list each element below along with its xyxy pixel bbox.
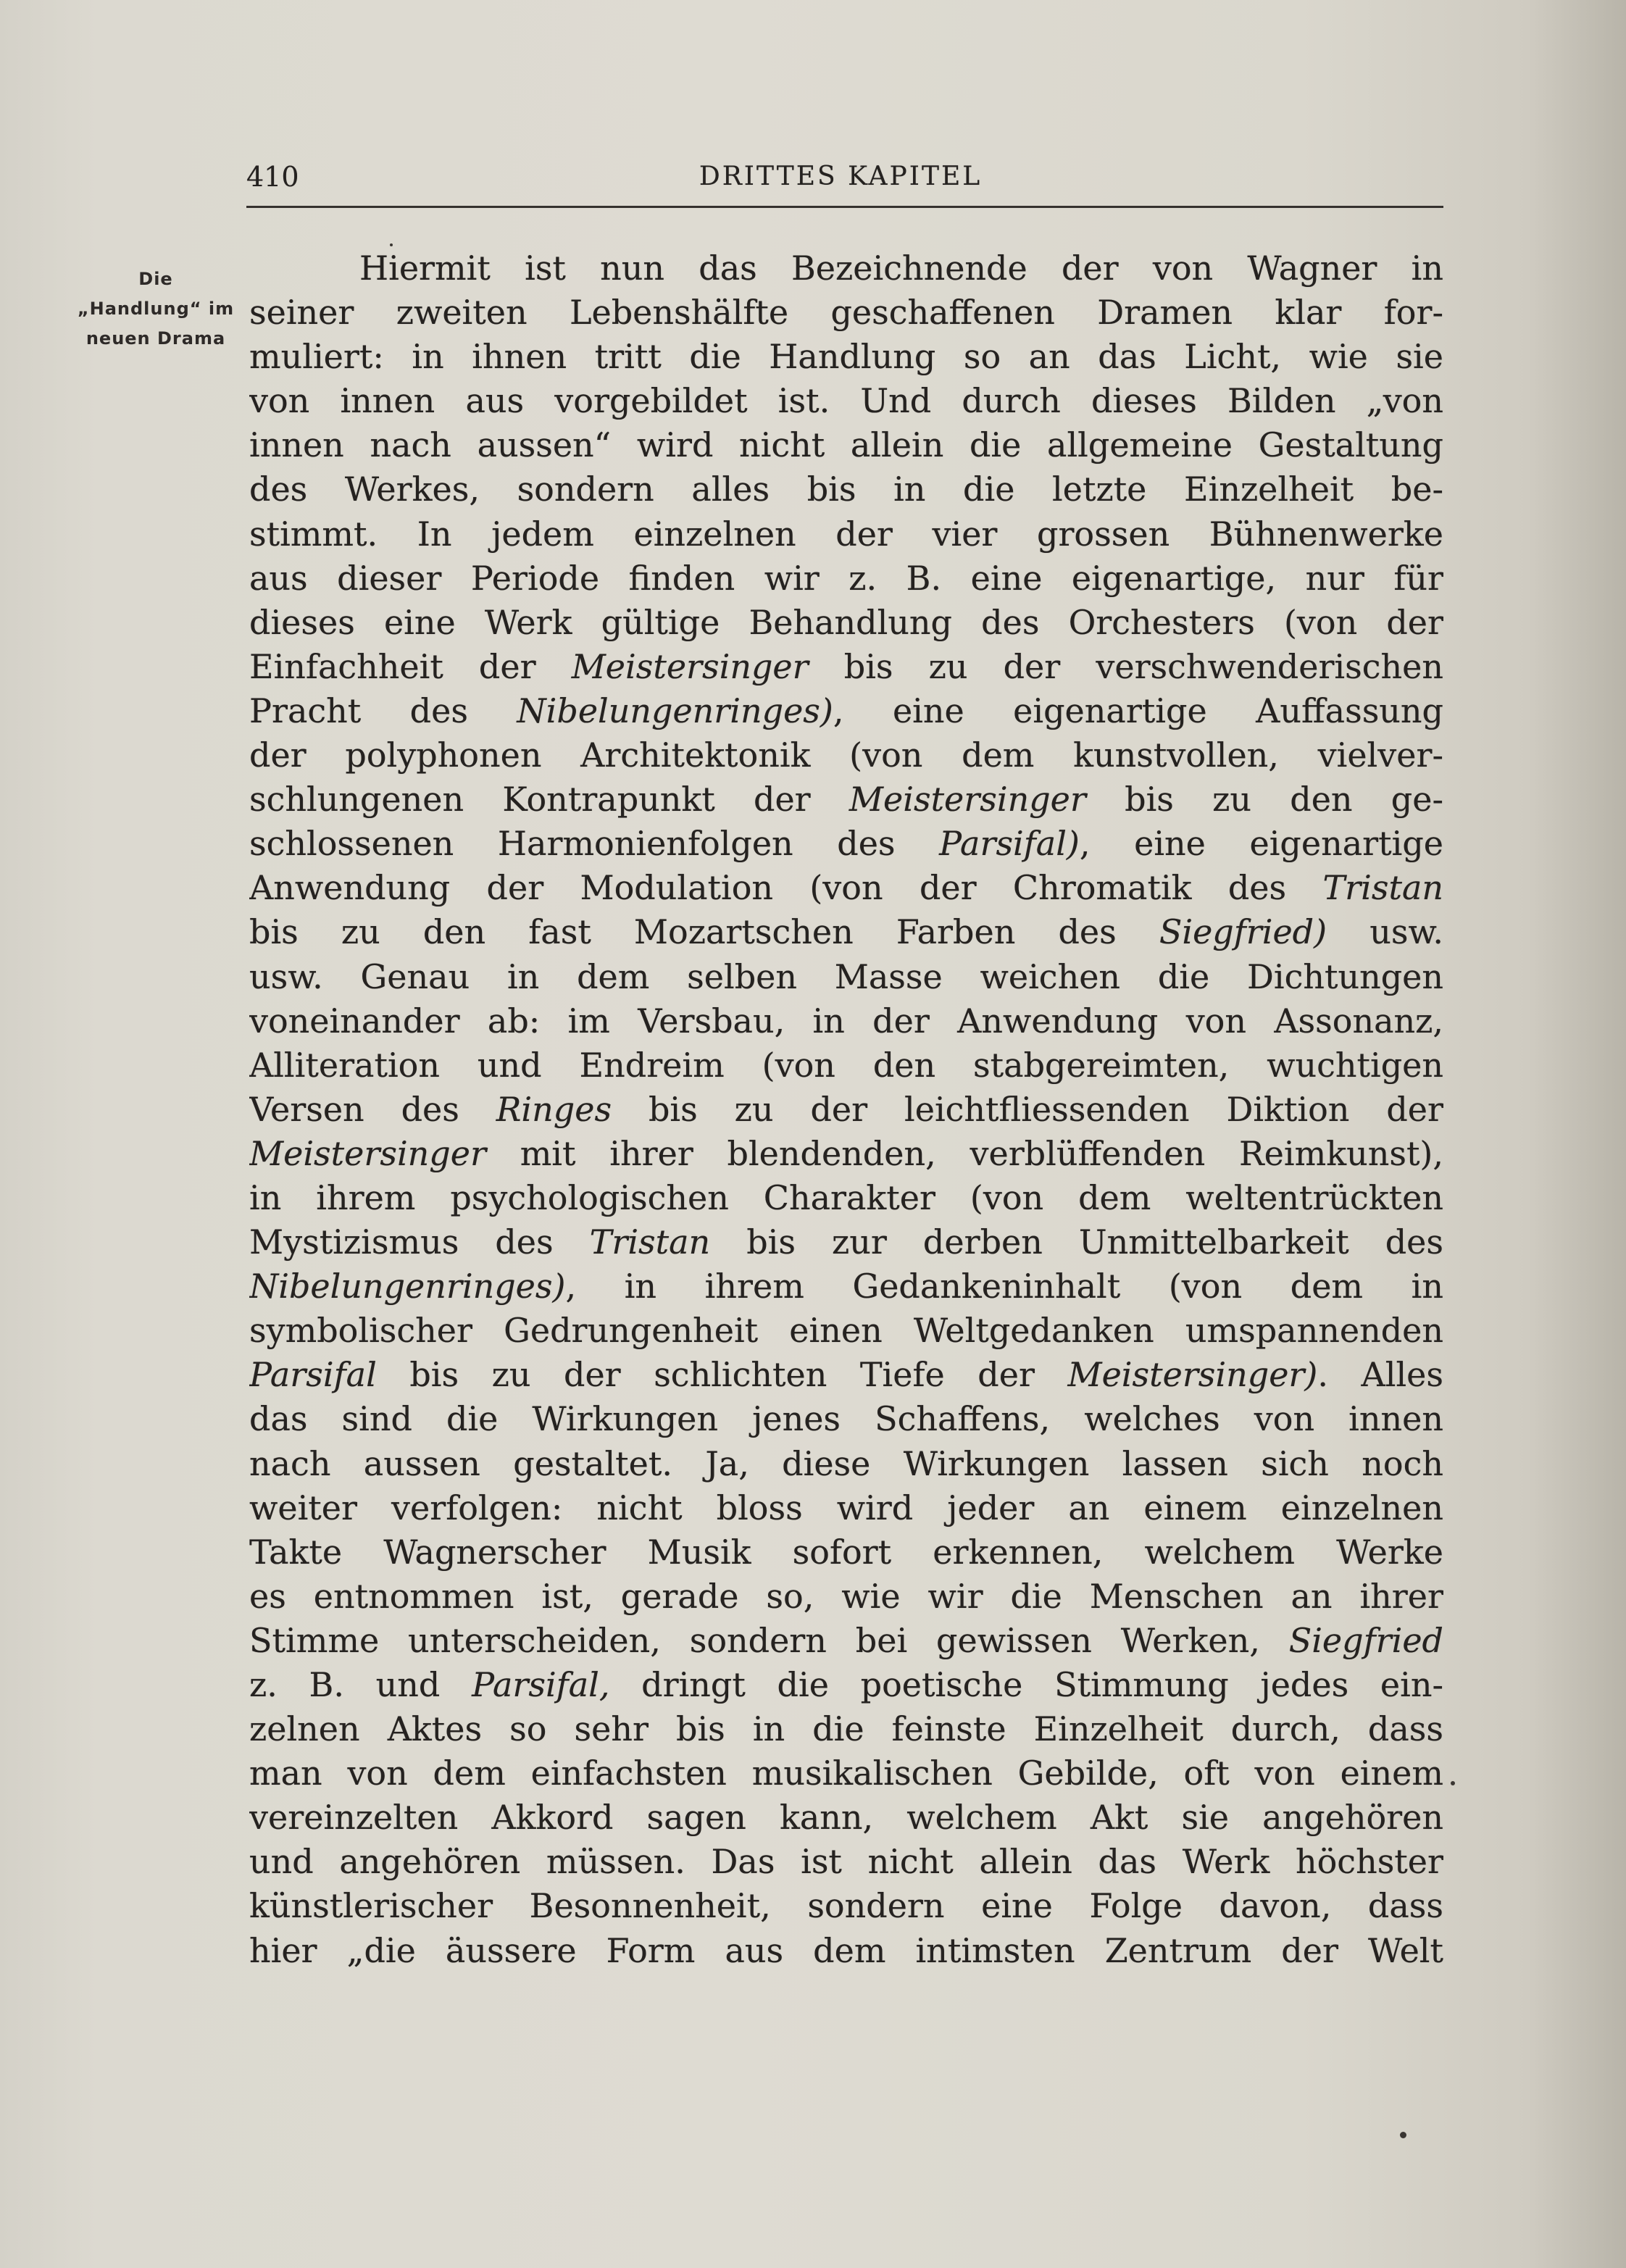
- text-line: [249, 733, 1443, 777]
- work-title: Tristan: [1322, 868, 1443, 908]
- text-segment: bis zu der schlichten Tiefe der: [376, 1355, 1068, 1395]
- text-line: [249, 1486, 1443, 1530]
- scan-speck: [1451, 1781, 1455, 1785]
- work-title: Meistersinger: [571, 646, 809, 686]
- text-line: [249, 1264, 1443, 1309]
- text-line: [249, 1884, 1443, 1928]
- text-line: [249, 1176, 1443, 1220]
- text-segment: schlossenen Harmonienfolgen des: [249, 824, 940, 864]
- text-segment: usw. Genau in dem selben Masse weichen die Dichtungen: [249, 956, 1443, 996]
- text-line: [249, 866, 1443, 910]
- text-line: [249, 1575, 1443, 1619]
- work-title: Tristan: [589, 1222, 711, 1262]
- work-title: Parsifal: [249, 1355, 377, 1395]
- text-segment: bis zu den ge-: [1085, 780, 1443, 820]
- text-segment: , in ihrem Gedankeninhalt (von dem in: [565, 1267, 1443, 1306]
- text-segment: zelnen Aktes so sehr bis in die feinste Einzelheit durch, dass: [249, 1709, 1443, 1749]
- text-segment: symbolischer Gedrungenheit einen Weltgedanken umspannenden: [249, 1311, 1443, 1351]
- text-segment: schlungenen Kontrapunkt der: [249, 780, 849, 820]
- running-head: DRITTES KAPITEL: [699, 162, 983, 191]
- text-segment: voneinander ab: im Versbau, in der Anwendung von Assonanz,: [249, 1001, 1443, 1041]
- work-title: Ringes: [496, 1089, 612, 1129]
- scan-speck: [1400, 2132, 1406, 2138]
- text-segment: Takte Wagnerscher Musik sofort erkennen, welchem Werke: [249, 1532, 1443, 1572]
- text-line: [249, 1220, 1443, 1264]
- text-segment: aus dieser Periode finden wir z. B. eine eigenartige, nur für: [249, 558, 1443, 598]
- text-segment: weiter verfolgen: nicht bloss wird jeder an einem einzelnen: [249, 1488, 1443, 1527]
- text-segment: Versen des: [249, 1089, 496, 1129]
- text-segment: Hiermit ist nun das Bezeichnende der von Wagner in: [359, 249, 1443, 288]
- work-title: Siegfried: [1288, 1620, 1443, 1660]
- text-segment: . Alles: [1317, 1355, 1443, 1395]
- text-segment: seiner zweiten Lebenshälfte geschaffenen Dramen klar for-: [249, 293, 1443, 333]
- text-segment: und angehören müssen. Das ist nicht allein das Werk höchster: [249, 1842, 1443, 1882]
- text-line: [249, 379, 1443, 423]
- text-segment: vereinzelten Akkord sagen kann, welchem Akt sie angehören: [249, 1798, 1443, 1838]
- text-segment: usw.: [1327, 912, 1443, 952]
- text-segment: muliert: in ihnen tritt die Handlung so an das Licht, wie sie: [249, 337, 1443, 377]
- text-segment: Einfachheit der: [249, 646, 572, 686]
- text-segment: z. B. und: [249, 1665, 472, 1704]
- text-segment: von innen aus vorgebildet ist. Und durch dieses Bilden „von: [249, 381, 1443, 421]
- scan-speck: [390, 243, 393, 246]
- text-line: [249, 556, 1443, 601]
- text-line: [249, 1397, 1443, 1441]
- text-line: [249, 467, 1443, 512]
- text-line: [249, 777, 1443, 822]
- text-segment: bis zu der verschwenderischen: [808, 646, 1443, 686]
- work-title: Nibelungenringes): [249, 1267, 566, 1306]
- body-text: [249, 246, 1443, 1973]
- text-line: [249, 999, 1443, 1043]
- work-title: Parsifal,: [472, 1665, 610, 1704]
- text-segment: in ihrem psychologischen Charakter (von dem weltentrückten: [249, 1177, 1443, 1217]
- text-segment: mit ihrer blendenden, verblüffenden Reimkunst),: [485, 1133, 1443, 1173]
- text-segment: bis zu der leichtfliessenden Diktion der: [612, 1089, 1443, 1129]
- text-segment: Alliteration und Endreim (von den stabgereimten, wuchtigen: [249, 1045, 1443, 1085]
- text-line: [249, 645, 1443, 689]
- work-title: Siegfried): [1159, 912, 1327, 952]
- text-segment: hier „die äussere Form aus dem intimsten Zentrum der Welt: [249, 1930, 1443, 1970]
- work-title: Meistersinger: [249, 1133, 486, 1173]
- text-segment: innen nach aussen“ wird nicht allein die allgemeine Gestaltung: [249, 425, 1443, 465]
- text-line: [249, 335, 1443, 379]
- text-segment: stimmt. In jedem einzelnen der vier grossen Bühnenwerke: [249, 514, 1443, 554]
- text-segment: , eine eigenartige: [1079, 824, 1443, 864]
- margin-note: [68, 264, 243, 354]
- text-line: [249, 1663, 1443, 1707]
- text-segment: das sind die Wirkungen jenes Schaffens, welches von innen: [249, 1399, 1443, 1439]
- margin-note-line: neuen Drama: [86, 328, 226, 349]
- text-segment: Anwendung der Modulation (von der Chromatik des: [249, 868, 1323, 908]
- text-segment: des Werkes, sondern alles bis in die letzte Einzelheit be-: [249, 470, 1443, 509]
- text-segment: der polyphonen Architektonik (von dem kunstvollen, vielver-: [249, 735, 1443, 775]
- text-segment: nach aussen gestaltet. Ja, diese Wirkungen lassen sich noch: [249, 1443, 1443, 1483]
- text-line: [249, 1309, 1443, 1353]
- text-line: [249, 1530, 1443, 1575]
- text-line: [249, 512, 1443, 556]
- text-segment: es entnommen ist, gerade so, wie wir die Menschen an ihrer: [249, 1576, 1443, 1616]
- text-segment: , eine eigenartige Auffassung: [833, 691, 1443, 730]
- text-line: [249, 910, 1443, 954]
- text-line: [249, 1043, 1443, 1088]
- text-line: [249, 1619, 1443, 1663]
- text-line: [249, 423, 1443, 467]
- text-line: [249, 1353, 1443, 1397]
- text-line: [249, 1929, 1443, 1973]
- work-title: Parsifal): [939, 824, 1080, 864]
- text-segment: Pracht des: [249, 691, 517, 730]
- text-line: [249, 955, 1443, 999]
- text-line: [249, 246, 1443, 291]
- text-segment: bis zur derben Unmittelbarkeit des: [710, 1222, 1443, 1262]
- work-title: Meistersinger: [849, 780, 1086, 820]
- work-title: Meistersinger): [1067, 1355, 1318, 1395]
- margin-note-line: „Handlung“ im: [77, 299, 235, 319]
- text-segment: dieses eine Werk gültige Behandlung des Orchesters (von der: [249, 602, 1443, 642]
- text-segment: Mystizismus des: [249, 1222, 590, 1262]
- text-line: [249, 1796, 1443, 1840]
- text-line: [249, 1088, 1443, 1132]
- text-line: [249, 1840, 1443, 1884]
- header-rule: [246, 206, 1443, 208]
- text-line: [249, 1751, 1443, 1796]
- text-line: [249, 1707, 1443, 1751]
- text-line: [249, 601, 1443, 645]
- work-title: Nibelungenringes): [517, 691, 833, 730]
- text-line: [249, 822, 1443, 866]
- text-segment: Stimme unterscheiden, sondern bei gewissen Werken,: [249, 1620, 1289, 1660]
- text-segment: man von dem einfachsten musikalischen Gebilde, oft von einem: [249, 1754, 1443, 1793]
- text-line: [249, 1132, 1443, 1176]
- text-segment: dringt die poetische Stimmung jedes ein-: [609, 1665, 1443, 1704]
- margin-note-line: Die: [138, 269, 173, 289]
- page-number: 410: [246, 161, 299, 193]
- text-segment: künstlerischer Besonnenheit, sondern eine Folge davon, dass: [249, 1886, 1443, 1926]
- text-line: [249, 1442, 1443, 1486]
- text-segment: bis zu den fast Mozartschen Farben des: [249, 912, 1159, 952]
- text-line: [249, 291, 1443, 335]
- text-line: [249, 689, 1443, 733]
